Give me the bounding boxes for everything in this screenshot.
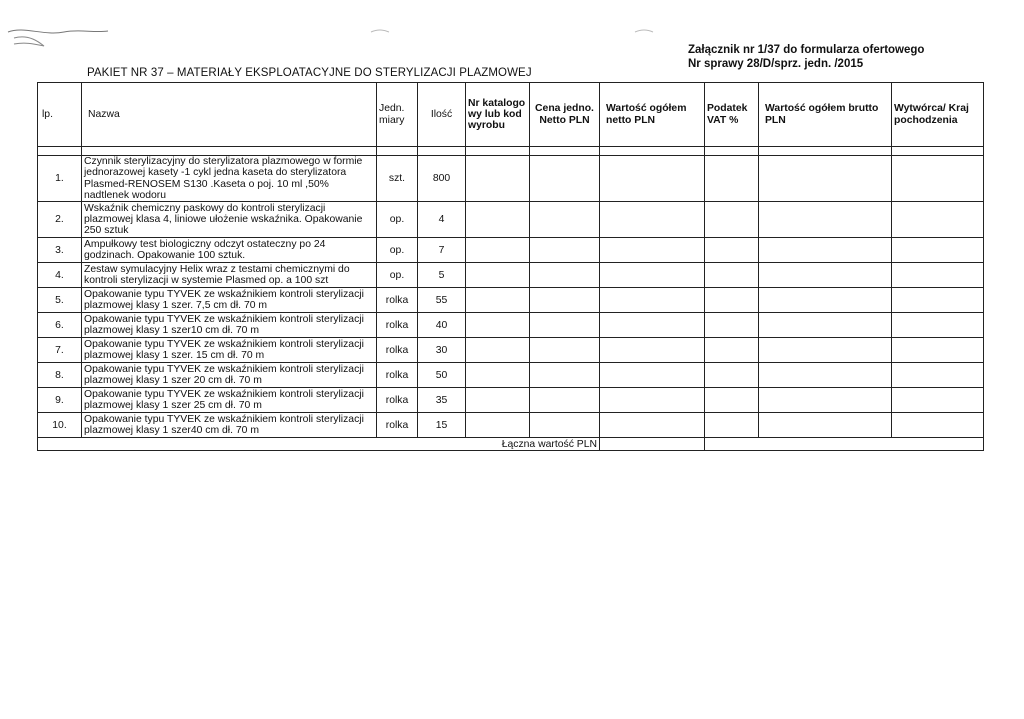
- row-unit-price-cell[interactable]: [530, 313, 600, 338]
- table-row: [38, 288, 984, 313]
- row-gross-value-cell[interactable]: [759, 413, 892, 438]
- row-quantity: 50: [418, 363, 466, 388]
- header-vat: Podatek VAT %: [705, 83, 759, 147]
- scan-mark-decoration: [634, 28, 654, 34]
- row-gross-value-cell[interactable]: [759, 338, 892, 363]
- row-item-name: Zestaw symulacyjny Helix wraz z testami chemicznymi do kontroli sterylizacji w systemie Plasmed op. a 100 szt: [82, 263, 377, 288]
- scan-mark-decoration: [4, 20, 114, 50]
- total-net-value-cell[interactable]: [600, 438, 705, 451]
- row-item-name: Opakowanie typu TYVEK ze wskaźnikiem kontroli sterylizacji plazmowej klasy 1 szer40 cm dł. 70 m: [82, 413, 377, 438]
- header-quantity: Ilość: [418, 83, 466, 147]
- row-vat-cell[interactable]: [705, 202, 759, 238]
- row-vat-cell[interactable]: [705, 156, 759, 202]
- row-gross-value-cell[interactable]: [759, 363, 892, 388]
- row-lp: 1.: [38, 156, 82, 202]
- scan-mark-decoration: [370, 28, 390, 34]
- row-catalog-cell[interactable]: [466, 413, 530, 438]
- row-gross-value-cell[interactable]: [759, 288, 892, 313]
- offer-table: [37, 82, 984, 451]
- row-unit: op.: [377, 202, 418, 238]
- row-net-value-cell[interactable]: [600, 313, 705, 338]
- row-manufacturer-cell[interactable]: [892, 363, 984, 388]
- row-manufacturer-cell[interactable]: [892, 413, 984, 438]
- header-net-value: Wartość ogółem netto PLN: [600, 83, 705, 147]
- row-vat-cell[interactable]: [705, 288, 759, 313]
- row-unit-price-cell[interactable]: [530, 238, 600, 263]
- row-net-value-cell[interactable]: [600, 288, 705, 313]
- header-unit: Jedn. miary: [377, 83, 418, 147]
- row-gross-value-cell[interactable]: [759, 263, 892, 288]
- row-quantity: 4: [418, 202, 466, 238]
- row-item-name: Opakowanie typu TYVEK ze wskaźnikiem kontroli sterylizacji plazmowej klasy 1 szer. 7,5 cm dł. 70 m: [82, 288, 377, 313]
- row-lp: 3.: [38, 238, 82, 263]
- row-unit-price-cell[interactable]: [530, 263, 600, 288]
- row-net-value-cell[interactable]: [600, 238, 705, 263]
- row-quantity: 5: [418, 263, 466, 288]
- row-lp: 2.: [38, 202, 82, 238]
- table-row: [38, 202, 984, 238]
- row-unit: rolka: [377, 363, 418, 388]
- row-vat-cell[interactable]: [705, 313, 759, 338]
- row-lp: 6.: [38, 313, 82, 338]
- header-catalog-number: Nr katalogo wy lub kod wyrobu: [466, 83, 530, 147]
- row-unit: szt.: [377, 156, 418, 202]
- row-net-value-cell[interactable]: [600, 202, 705, 238]
- row-net-value-cell[interactable]: [600, 156, 705, 202]
- row-manufacturer-cell[interactable]: [892, 156, 984, 202]
- row-unit-price-cell[interactable]: [530, 202, 600, 238]
- table-row: [38, 263, 984, 288]
- row-unit: op.: [377, 263, 418, 288]
- row-net-value-cell[interactable]: [600, 363, 705, 388]
- row-catalog-cell[interactable]: [466, 363, 530, 388]
- row-manufacturer-cell[interactable]: [892, 338, 984, 363]
- row-lp: 7.: [38, 338, 82, 363]
- header-unit-price: Cena jedno. Netto PLN: [530, 83, 600, 147]
- row-vat-cell[interactable]: [705, 263, 759, 288]
- row-unit-price-cell[interactable]: [530, 156, 600, 202]
- row-gross-value-cell[interactable]: [759, 388, 892, 413]
- row-lp: 5.: [38, 288, 82, 313]
- row-quantity: 35: [418, 388, 466, 413]
- row-unit-price-cell[interactable]: [530, 388, 600, 413]
- row-manufacturer-cell[interactable]: [892, 238, 984, 263]
- row-quantity: 15: [418, 413, 466, 438]
- row-quantity: 800: [418, 156, 466, 202]
- row-vat-cell[interactable]: [705, 363, 759, 388]
- package-title: PAKIET NR 37 – MATERIAŁY EKSPLOATACYJNE DO STERYLIZACJI PLAZMOWEJ: [87, 67, 532, 79]
- row-net-value-cell[interactable]: [600, 338, 705, 363]
- row-item-name: Opakowanie typu TYVEK ze wskaźnikiem kontroli sterylizacji plazmowej klasy 1 szer. 15 cm dł. 70 m: [82, 338, 377, 363]
- row-unit-price-cell[interactable]: [530, 363, 600, 388]
- row-lp: 9.: [38, 388, 82, 413]
- row-net-value-cell[interactable]: [600, 413, 705, 438]
- row-catalog-cell[interactable]: [466, 238, 530, 263]
- table-row: [38, 313, 984, 338]
- row-unit-price-cell[interactable]: [530, 338, 600, 363]
- row-quantity: 40: [418, 313, 466, 338]
- row-unit: op.: [377, 238, 418, 263]
- row-quantity: 55: [418, 288, 466, 313]
- row-unit: rolka: [377, 413, 418, 438]
- row-manufacturer-cell[interactable]: [892, 288, 984, 313]
- row-gross-value-cell[interactable]: [759, 202, 892, 238]
- case-number-line: Nr sprawy 28/D/sprz. jedn. /2015: [688, 58, 864, 70]
- table-row: [38, 388, 984, 413]
- row-unit-price-cell[interactable]: [530, 288, 600, 313]
- row-catalog-cell[interactable]: [466, 156, 530, 202]
- row-lp: 10.: [38, 413, 82, 438]
- row-lp: 4.: [38, 263, 82, 288]
- row-catalog-cell[interactable]: [466, 338, 530, 363]
- row-unit: rolka: [377, 338, 418, 363]
- header-manufacturer: Wytwórca/ Kraj pochodzenia: [892, 83, 984, 147]
- total-row: [38, 438, 984, 451]
- row-vat-cell[interactable]: [705, 388, 759, 413]
- row-net-value-cell[interactable]: [600, 388, 705, 413]
- row-catalog-cell[interactable]: [466, 313, 530, 338]
- row-catalog-cell[interactable]: [466, 263, 530, 288]
- header-spacer-row: [38, 147, 984, 156]
- row-catalog-cell[interactable]: [466, 288, 530, 313]
- table-row: [38, 363, 984, 388]
- row-item-name: Czynnik sterylizacyjny do sterylizatora plazmowego w formie jednorazowej kasety -1 cykl jedna kaseta do sterylizatora Plasmed-RENOSEM S130 .Kaseta o poj. 10 ml ,50% nadtlenek wodoru: [82, 156, 377, 202]
- row-gross-value-cell[interactable]: [759, 238, 892, 263]
- annex-line: Załącznik nr 1/37 do formularza ofertowego: [688, 44, 925, 56]
- row-catalog-cell[interactable]: [466, 388, 530, 413]
- row-item-name: Ampułkowy test biologiczny odczyt ostateczny po 24 godzinach. Opakowanie 100 sztuk.: [82, 238, 377, 263]
- row-manufacturer-cell[interactable]: [892, 313, 984, 338]
- annex-header: [688, 43, 924, 71]
- row-vat-cell[interactable]: [705, 238, 759, 263]
- row-unit: rolka: [377, 313, 418, 338]
- row-gross-value-cell[interactable]: [759, 156, 892, 202]
- row-unit: rolka: [377, 388, 418, 413]
- row-gross-value-cell[interactable]: [759, 313, 892, 338]
- row-vat-cell[interactable]: [705, 338, 759, 363]
- table-row: [38, 413, 984, 438]
- table-row: [38, 156, 984, 202]
- row-item-name: Opakowanie typu TYVEK ze wskaźnikiem kontroli sterylizacji plazmowej klasy 1 szer 20 cm dł. 70 m: [82, 363, 377, 388]
- row-quantity: 30: [418, 338, 466, 363]
- row-item-name: Opakowanie typu TYVEK ze wskaźnikiem kontroli sterylizacji plazmowej klasy 1 szer 25 cm dł. 70 m: [82, 388, 377, 413]
- row-manufacturer-cell[interactable]: [892, 388, 984, 413]
- row-item-name: Opakowanie typu TYVEK ze wskaźnikiem kontroli sterylizacji plazmowej klasy 1 szer10 cm dł. 70 m: [82, 313, 377, 338]
- row-lp: 8.: [38, 363, 82, 388]
- row-unit-price-cell[interactable]: [530, 413, 600, 438]
- row-item-name: Wskaźnik chemiczny paskowy do kontroli sterylizacji plazmowej klasa 4, liniowe ułożenie wskaźnika. Opakowanie 250 sztuk: [82, 202, 377, 238]
- table-row: [38, 238, 984, 263]
- header-lp: lp.: [38, 83, 82, 147]
- row-vat-cell[interactable]: [705, 413, 759, 438]
- row-net-value-cell[interactable]: [600, 263, 705, 288]
- header-gross-value: Wartość ogółem brutto PLN: [759, 83, 892, 147]
- table-header-row: [38, 83, 984, 147]
- row-catalog-cell[interactable]: [466, 202, 530, 238]
- table-row: [38, 338, 984, 363]
- row-manufacturer-cell[interactable]: [892, 263, 984, 288]
- total-label: Łączna wartość PLN: [466, 438, 600, 451]
- row-unit: rolka: [377, 288, 418, 313]
- row-manufacturer-cell[interactable]: [892, 202, 984, 238]
- row-quantity: 7: [418, 238, 466, 263]
- header-name: Nazwa: [82, 83, 377, 147]
